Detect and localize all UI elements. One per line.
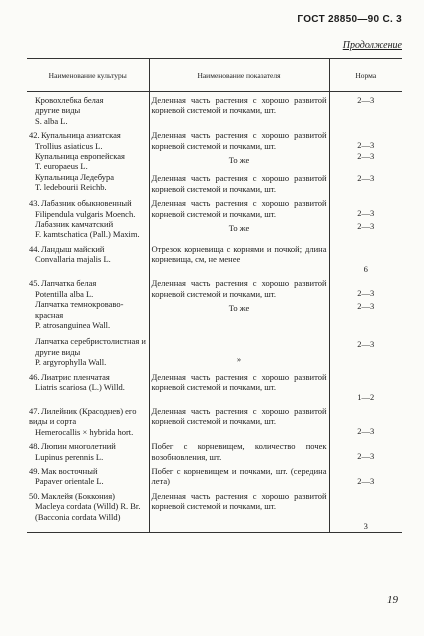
row-number: 44. xyxy=(29,243,40,254)
culture-name: Люпин многолетний xyxy=(41,441,116,452)
culture-name: S. alba L. xyxy=(35,115,68,126)
indicator-cell: Деленная часть растения с хорошо развитой корневой системой и почками, шт. xyxy=(149,488,329,533)
norm-value: 2—3 xyxy=(357,208,375,219)
row-number: 43. xyxy=(29,198,40,209)
indicator-cell: Побег с корневищем, количество почек возобновления, шт. xyxy=(149,438,329,463)
culture-name: Trollius asiaticus L. xyxy=(35,140,103,151)
norm-cell xyxy=(329,275,402,368)
row-number: 47. xyxy=(29,405,40,416)
culture-cell xyxy=(27,369,149,403)
culture-name: Лапчатка серебристолистная и другие виды xyxy=(35,336,146,357)
indicator-text: Деленная часть растения с хорошо развитой корневой системой и почками, шт. xyxy=(151,198,327,219)
norm-cell xyxy=(329,127,402,195)
culture-name: T. ledebourii Reichb. xyxy=(35,182,107,193)
indicator-cell: Деленная часть растения с хорошо развитой корневой системой и почками, шт. xyxy=(149,403,329,438)
culture-name: Лабазник камчатский xyxy=(35,219,114,230)
table-row xyxy=(27,241,402,275)
norm-cell xyxy=(329,463,402,488)
norm-value: 2—3 xyxy=(357,300,375,311)
culture-name: Hemerocallis × hybrida hort. xyxy=(35,426,134,437)
norm-value: 2—3 xyxy=(357,451,375,462)
culture-name: Convallaria majalis L. xyxy=(35,254,111,265)
norm-cell xyxy=(329,241,402,275)
culture-name: Купальница Ледебура xyxy=(35,171,115,182)
row-number: 42. xyxy=(29,130,40,141)
indicator-text: То же xyxy=(228,223,250,234)
culture-name: Купальница европейская xyxy=(35,151,125,162)
culture-name: F. kamtschatica (Pall.) Maxim. xyxy=(35,229,140,240)
indicator-cell: Отрезок корневища с корнями и почкой; длина корневища, см, не менее xyxy=(149,241,329,275)
culture-name: P. argyrophylla Wall. xyxy=(35,357,107,368)
culture-name: Ландыш майский xyxy=(41,243,105,254)
norm-cell xyxy=(329,438,402,463)
culture-cell xyxy=(27,92,149,128)
culture-cell xyxy=(27,438,149,463)
row-number: 45. xyxy=(29,278,40,289)
norm-cell xyxy=(329,488,402,533)
indicator-cell xyxy=(149,195,329,241)
norm-value: 2—3 xyxy=(357,339,375,350)
indicator-text: Деленная часть растения с хорошо развитой корневой системой и почками, шт. xyxy=(151,173,327,194)
table-row xyxy=(27,369,402,403)
norm-value: 2—3 xyxy=(357,425,375,436)
norm-cell xyxy=(329,92,402,128)
norm-value: 3 xyxy=(363,520,368,531)
norm-value: 2—3 xyxy=(357,150,375,161)
norm-value: 1—2 xyxy=(357,391,375,402)
table-row xyxy=(27,438,402,463)
standard-header: ГОСТ 28850—90 С. 3 xyxy=(297,14,402,25)
indicator-cell xyxy=(149,127,329,195)
column-header-culture: Наименование культуры xyxy=(27,59,149,92)
norm-cell xyxy=(329,403,402,438)
table-row xyxy=(27,92,402,128)
culture-name: Лилейник (Красоднев) его виды и сорта xyxy=(29,405,137,427)
culture-name: другие виды xyxy=(35,105,81,116)
culture-name: Macleya cordata (Willd) R. Br. (Bacconia cordata Willd) xyxy=(35,501,141,522)
culture-cell xyxy=(27,463,149,488)
culture-cell xyxy=(27,127,149,195)
indicator-cell: Деленная часть растения с хорошо развитой корневой системой и почками, шт. xyxy=(149,92,329,128)
culture-name: Лапчатка темнокроваво-красная xyxy=(35,299,124,320)
culture-name: Купальница азиатская xyxy=(41,130,121,141)
table-row xyxy=(27,275,402,368)
table-row xyxy=(27,463,402,488)
row-number: 50. xyxy=(29,490,40,501)
norm-value: 2—3 xyxy=(357,288,375,299)
norm-cell xyxy=(329,369,402,403)
culture-name: Кровохлебка белая xyxy=(35,95,104,105)
norm-value: 2—3 xyxy=(357,173,375,184)
culture-cell xyxy=(27,195,149,241)
row-number: 46. xyxy=(29,371,40,382)
culture-name: Маклейя (Боккония) xyxy=(41,490,115,501)
culture-cell xyxy=(27,403,149,438)
indicator-text: » xyxy=(236,353,242,364)
indicator-cell: Побег с корневищем и почками, шт. (середина лета) xyxy=(149,463,329,488)
culture-name: Potentilla alba L. xyxy=(35,288,94,299)
continuation-label: Продолжение xyxy=(342,40,402,51)
table-row xyxy=(27,403,402,438)
norm-value: 2—3 xyxy=(357,95,375,105)
table-header-row xyxy=(27,59,402,92)
column-header-norm: Норма xyxy=(329,59,402,92)
table-row xyxy=(27,195,402,241)
culture-name: Лиатрис пленчатая xyxy=(41,371,110,382)
culture-name: Papaver orientale L. xyxy=(35,476,104,487)
row-number: 49. xyxy=(29,465,40,476)
culture-name: T. europaeus L. xyxy=(35,161,88,172)
culture-name: P. atrosanguinea Wall. xyxy=(35,319,111,330)
norm-value: 2—3 xyxy=(357,220,375,231)
norm-value: 6 xyxy=(363,263,368,274)
culture-name: Lupinus perennis L. xyxy=(35,451,104,462)
table-row xyxy=(27,488,402,533)
norm-cell xyxy=(329,195,402,241)
norm-value: 2—3 xyxy=(357,475,375,486)
column-header-indicator: Наименование показателя xyxy=(149,59,329,92)
culture-cell xyxy=(27,488,149,533)
culture-cell xyxy=(27,241,149,275)
indicator-text: Деленная часть растения с хорошо развитой корневой системой и почками, шт. xyxy=(151,278,327,299)
indicator-cell: Деленная часть растения с хорошо развитой корневой системой и почками, шт. xyxy=(149,369,329,403)
culture-cell xyxy=(27,275,149,368)
culture-name: Лабазник обыкновенный xyxy=(41,198,132,209)
page-number: 19 xyxy=(387,594,398,606)
indicator-text: Деленная часть растения с хорошо развитой корневой системой и почками, шт. xyxy=(151,130,327,151)
table-row xyxy=(27,127,402,195)
culture-name: Лапчатка белая xyxy=(41,278,97,289)
plant-norms-table xyxy=(27,58,402,533)
row-number: 48. xyxy=(29,441,40,452)
culture-name: Liatris scariosa (L.) Willd. xyxy=(35,381,125,392)
indicator-text: То же xyxy=(228,303,250,314)
norm-value: 2—3 xyxy=(357,140,375,151)
indicator-cell xyxy=(149,275,329,368)
indicator-text: То же xyxy=(228,155,250,166)
culture-name: Filipendula vulgaris Moench. xyxy=(35,208,136,219)
culture-name: Мак восточный xyxy=(41,465,98,476)
